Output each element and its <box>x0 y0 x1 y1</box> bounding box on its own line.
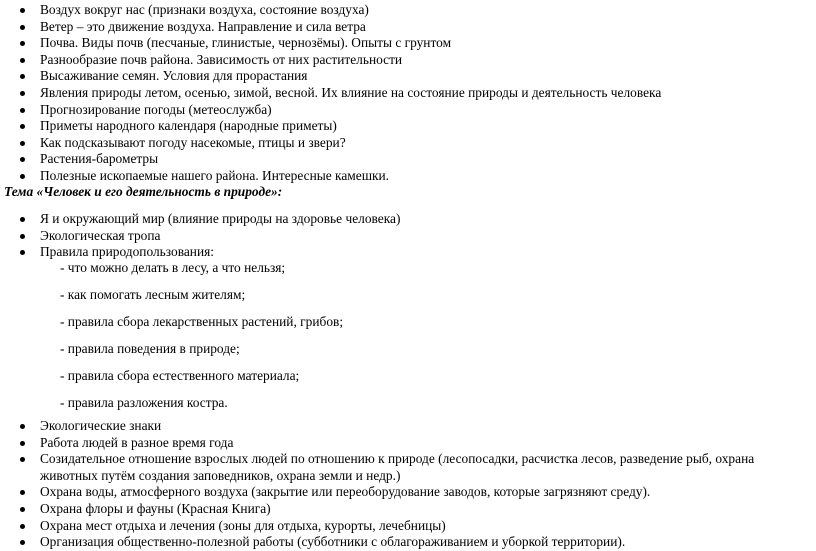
list-item: Правила природопользования: <box>0 244 400 261</box>
sublist-item: - правила разложения костра. <box>60 395 228 410</box>
list-item: Разнообразие почв района. Зависимость от них растительности <box>0 52 661 69</box>
sublist-item: - что можно делать в лесу, а что нельзя; <box>60 260 286 275</box>
list-item: Почва. Виды почв (песчаные, глинистые, чернозёмы). Опыты с грунтом <box>0 35 661 52</box>
list-item: Высаживание семян. Условия для прорастания <box>0 68 661 85</box>
environment-protection-list <box>0 418 812 551</box>
list-item: Экологическая тропа <box>0 228 400 245</box>
sublist-item: - правила поведения в природе; <box>60 341 240 356</box>
list-item: Прогнозирование погоды (метеослужба) <box>0 102 661 119</box>
sublist-item: - как помогать лесным жителям; <box>60 287 246 302</box>
list-item: Созидательное отношение взрослых людей по отношению к природе (лесопосадки, расчистка лесов, разведение рыб, охрана животных путём создания заповедников, охрана земли и недр.) <box>0 451 812 484</box>
list-item: Работа людей в разное время года <box>0 435 812 452</box>
list-item: Ветер – это движение воздуха. Направление и сила ветра <box>0 19 661 36</box>
list-item: Приметы народного календаря (народные приметы) <box>0 118 661 135</box>
human-activity-list <box>0 211 400 261</box>
topic-heading: Тема «Человек и его деятельность в природе»: <box>4 184 283 199</box>
list-item: Я и окружающий мир (влияние природы на здоровье человека) <box>0 211 400 228</box>
list-item: Охрана флоры и фауны (Красная Книга) <box>0 501 812 518</box>
nature-topics-list <box>0 2 661 185</box>
list-item: Организация общественно-полезной работы (субботники с облагораживанием и уборкой территории). <box>0 534 812 551</box>
list-item: Охрана мест отдыха и лечения (зоны для отдыха, курорты, лечебницы) <box>0 518 812 535</box>
list-item: Воздух вокруг нас (признаки воздуха, состояние воздуха) <box>0 2 661 19</box>
sublist-item: - правила сбора лекарственных растений, грибов; <box>60 314 344 329</box>
list-item: Как подсказывают погоду насекомые, птицы и звери? <box>0 135 661 152</box>
list-item: Растения-барометры <box>0 151 661 168</box>
sublist-item: - правила сбора естественного материала; <box>60 368 300 383</box>
list-item: Явления природы летом, осенью, зимой, весной. Их влияние на состояние природы и деятельность человека <box>0 85 661 102</box>
list-item: Охрана воды, атмосферного воздуха (закрытие или переоборудование заводов, которые загрязняют среду). <box>0 484 812 501</box>
list-item: Полезные ископаемые нашего района. Интересные камешки. <box>0 168 661 185</box>
list-item: Экологические знаки <box>0 418 812 435</box>
